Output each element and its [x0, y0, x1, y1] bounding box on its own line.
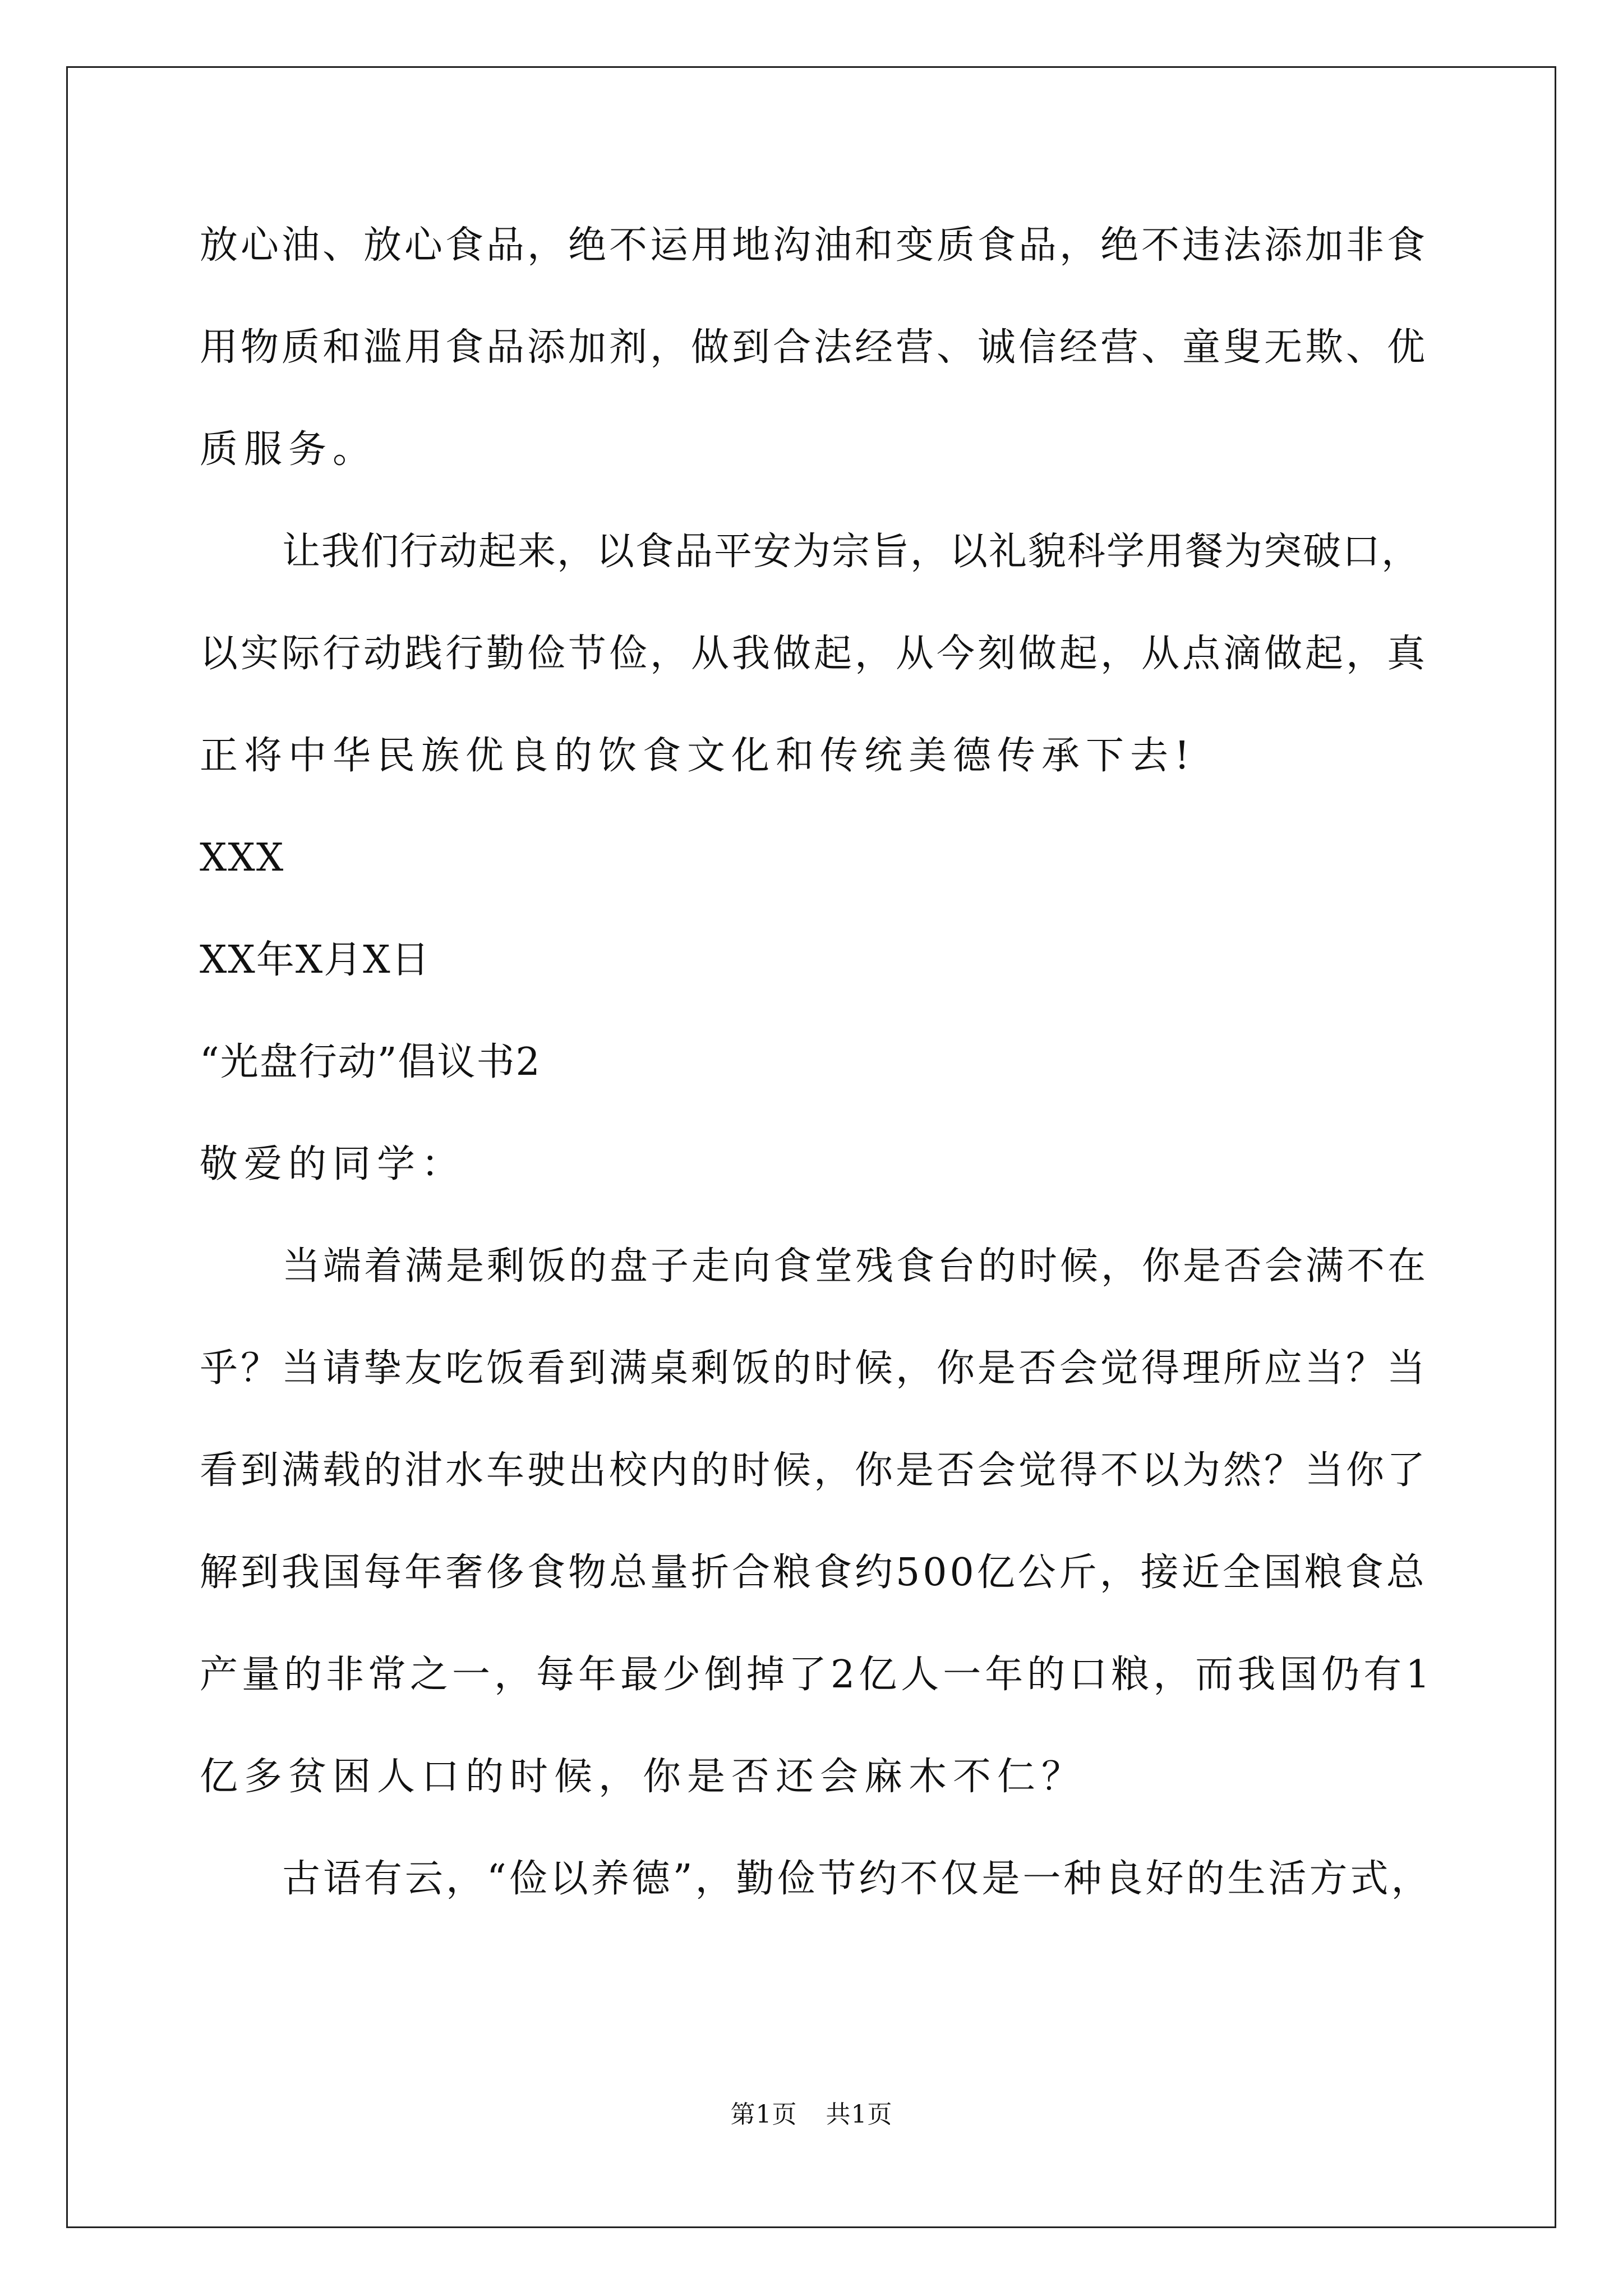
paragraph-first-line: 让我们行动起来，以食品平安为宗旨，以礼貌科学用餐为突破口， [282, 530, 1421, 574]
text-line: 解到我国每年奢侈食物总量折合粮食约500亿公斤，接近全国粮食总 [200, 1550, 1427, 1595]
page-number: 第1页 [730, 2100, 797, 2129]
signature-date: XX年X月X日 [200, 938, 431, 982]
text-line: 以实际行动践行勤俭节俭，从我做起，从今刻做起，从点滴做起，真 [200, 632, 1428, 676]
text-line: 用物质和滥用食品添加剂，做到合法经营、诚信经营、童叟无欺、优 [200, 325, 1428, 370]
text-line: 产量的非常之一，每年最少倒掉了2亿人一年的口粮，而我国仍有1 [200, 1653, 1434, 1697]
section-title: “光盘行动”倡议书2 [200, 1040, 541, 1084]
text-line: 质服务。 [200, 427, 377, 472]
text-line: 乎？当请挚友吃饭看到满桌剩饭的时候，你是否会觉得理所应当？当 [200, 1346, 1428, 1391]
salutation: 敬爱的同学： [200, 1142, 466, 1186]
paragraph-first-line: 当端着满是剩饭的盘子走向食堂残食台的时候，你是否会满不在 [282, 1244, 1429, 1289]
text-line: 正将中华民族优良的饮食文化和传统美德传承下去! [200, 734, 1196, 778]
signature-name: XXX [200, 836, 285, 880]
text-line: 放心油、放心食品，绝不运用地沟油和变质食品，绝不违法添加非食 [200, 223, 1428, 268]
text-line: 看到满载的泔水车驶出校内的时候，你是否会觉得不以为然？当你了 [200, 1448, 1428, 1493]
page-footer [0, 2102, 1623, 2127]
page-total: 共1页 [826, 2100, 893, 2129]
text-line: 亿多贫困人口的时候，你是否还会麻木不仁？ [200, 1755, 1086, 1799]
paragraph-first-line: 古语有云，“俭以养德”，勤俭节约不仅是一种良好的生活方式， [282, 1857, 1432, 1901]
